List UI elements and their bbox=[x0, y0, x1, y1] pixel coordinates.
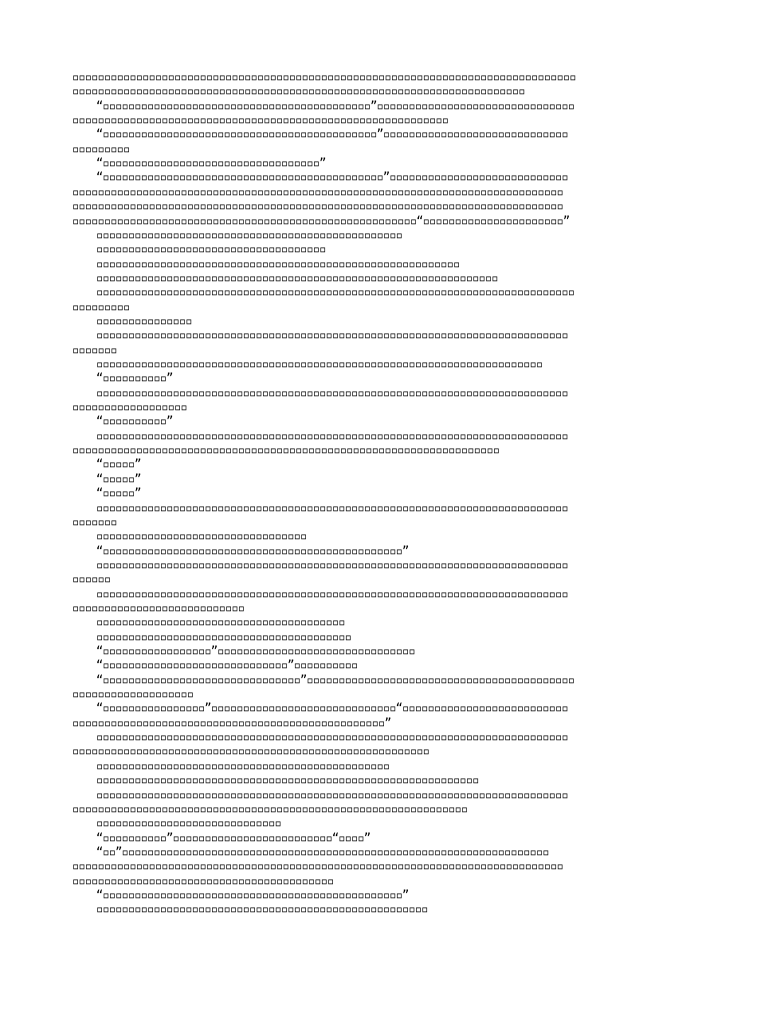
text-line: ▫▫▫▫▫▫▫▫▫▫▫▫▫▫▫▫▫▫▫▫▫▫▫▫▫▫▫▫▫▫▫▫▫▫▫▫▫▫▫▫▫▫▫▫▫▫▫▫▫▫▫▫▫▫▫▫▫▫▫▫▫▫▫▫▫▫▫▫▫▫▫▫▫▫ bbox=[96, 787, 568, 802]
text-line: ▫▫▫▫▫▫▫ bbox=[72, 342, 117, 357]
text-line: ▫▫▫▫▫▫▫▫▫ bbox=[72, 299, 130, 314]
text-line: ▫▫▫▫▫▫▫▫▫▫▫▫▫▫▫▫▫▫▫▫▫▫▫▫▫▫▫▫▫▫▫▫▫▫▫▫▫▫▫▫▫▫▫▫▫▫▫▫▫▫▫▫▫▫“▫▫▫▫▫▫▫▫▫▫▫▫▫▫▫▫▫▫▫▫▫▫” bbox=[72, 213, 570, 228]
text-line: ▫▫▫▫▫▫▫▫▫▫▫▫▫▫▫▫▫▫▫▫▫▫▫▫▫▫▫▫▫▫▫▫▫▫▫▫▫▫▫▫▫▫▫▫▫▫▫▫▫▫▫▫▫▫▫▫▫▫▫▫▫▫▫▫▫▫▫▫▫▫▫ bbox=[72, 84, 525, 99]
text-line: ▫▫▫▫▫▫▫▫▫▫▫▫▫▫▫▫▫▫▫▫▫▫▫▫▫▫▫▫▫▫▫▫▫▫▫▫▫▫▫▫▫▫▫▫▫▫▫▫▫▫▫▫ bbox=[96, 902, 428, 917]
text-line: ▫▫▫▫▫▫▫▫▫▫▫▫▫▫▫▫▫▫▫▫▫▫▫▫▫▫▫▫▫▫▫▫▫▫▫▫▫▫▫▫▫▫▫▫▫▫▫▫▫▫▫▫▫▫▫▫▫▫▫▫▫▫▫▫▫▫▫▫▫▫▫▫▫▫▫▫▫ bbox=[72, 184, 563, 199]
text-line: ▫▫▫▫▫▫▫▫▫▫▫▫▫▫▫▫▫▫▫▫▫▫▫▫▫▫▫▫▫ bbox=[96, 816, 281, 831]
text-line: ▫▫▫▫▫▫▫▫▫▫▫▫▫▫▫▫▫▫ bbox=[72, 400, 187, 415]
text-line: ▫▫▫▫▫▫▫▫▫▫▫▫▫▫▫▫▫▫▫▫▫▫▫▫▫▫▫▫▫▫▫▫▫▫▫▫▫▫▫▫▫▫▫▫▫▫▫▫▫▫▫▫▫▫▫▫▫▫▫▫ bbox=[96, 773, 479, 788]
text-line: ▫▫▫▫▫▫▫▫▫▫▫▫▫▫▫▫▫▫▫▫▫▫▫▫▫▫▫▫▫▫▫▫▫▫▫▫▫▫▫▫▫▫▫▫▫▫▫▫▫” bbox=[72, 715, 391, 730]
text-line: ▫▫▫▫▫▫▫▫▫▫▫▫▫▫▫▫▫▫▫▫▫▫▫▫▫▫▫▫▫▫▫▫▫▫▫▫▫▫▫▫▫▫▫▫▫▫▫▫▫▫▫▫▫▫▫▫▫▫▫▫▫▫▫ bbox=[96, 270, 498, 285]
text-line: “▫▫▫▫▫” bbox=[96, 486, 141, 501]
text-line: ▫▫▫▫▫▫▫▫▫▫▫▫▫▫▫▫▫▫▫▫▫▫▫▫▫▫▫▫▫▫▫▫▫▫▫▫▫▫▫▫▫▫▫▫▫▫▫▫▫▫▫▫▫▫▫▫ bbox=[72, 744, 429, 759]
text-line: “▫▫▫▫▫▫▫▫▫▫▫▫▫▫▫▫▫”▫▫▫▫▫▫▫▫▫▫▫▫▫▫▫▫▫▫▫▫▫▫▫▫▫▫▫▫▫▫▫ bbox=[96, 644, 415, 658]
text-line: ▫▫▫▫▫▫▫▫▫▫▫▫▫▫▫ bbox=[96, 313, 192, 328]
text-line: “▫▫▫▫▫▫▫▫▫▫▫▫▫▫▫▫▫▫▫▫▫▫▫▫▫▫▫▫▫”▫▫▫▫▫▫▫▫▫▫ bbox=[96, 658, 358, 673]
text-line: ▫▫▫▫▫▫▫▫▫▫▫▫▫▫▫▫▫▫▫▫▫▫▫▫▫▫▫▫▫▫▫▫▫▫▫▫▫▫▫▫▫▫▫▫▫▫▫▫▫▫▫▫▫▫▫▫▫▫▫ bbox=[72, 113, 449, 127]
text-line: ▫▫▫▫▫▫▫▫▫▫▫▫▫▫▫▫▫▫▫▫▫▫▫▫▫▫▫▫▫▫▫▫▫▫▫▫▫▫▫▫▫▫▫▫▫▫▫▫▫▫▫▫▫▫▫▫▫▫▫▫▫▫▫▫▫▫▫▫▫▫▫▫▫▫▫▫▫ bbox=[72, 199, 563, 214]
text-line: ▫▫▫▫▫▫▫▫▫▫▫▫▫▫▫▫▫▫▫▫▫▫▫▫▫▫▫▫▫▫▫▫▫▫▫▫▫▫▫ bbox=[96, 615, 345, 630]
text-line: “▫▫▫▫▫▫▫▫▫▫”▫▫▫▫▫▫▫▫▫▫▫▫▫▫▫▫▫▫▫▫▫▫▫▫▫“▫▫▫▫” bbox=[96, 830, 371, 845]
text-line: ▫▫▫▫▫▫▫▫▫▫▫▫▫▫▫▫▫▫▫▫▫▫▫▫▫▫▫▫▫▫▫▫▫▫▫▫▫▫▫▫ bbox=[96, 629, 351, 644]
text-line: ▫▫▫▫▫▫▫▫▫▫▫▫▫▫▫▫▫▫▫▫▫▫▫▫▫▫▫▫▫▫▫▫▫▫▫▫▫▫▫▫▫▫▫▫▫▫▫▫▫▫▫▫▫▫▫▫▫▫▫▫▫▫▫▫▫▫▫▫▫▫▫▫▫▫▫ bbox=[96, 285, 575, 300]
text-line: “▫▫▫▫▫▫▫▫▫▫▫▫▫▫▫▫▫▫▫▫▫▫▫▫▫▫▫▫▫▫▫▫▫▫” bbox=[96, 156, 326, 171]
text-line: ▫▫▫▫▫▫▫▫▫▫▫▫▫▫▫▫▫▫▫▫▫▫▫▫▫▫▫▫▫▫▫▫▫▫▫▫▫▫▫▫▫▫▫▫▫▫▫▫▫▫▫▫▫▫▫▫▫▫▫▫▫▫▫▫▫▫▫▫▫▫▫▫▫▫ bbox=[96, 730, 568, 745]
text-line: ▫▫▫▫▫▫▫▫▫▫▫▫▫▫▫▫▫▫▫▫▫▫▫▫▫▫▫▫▫▫▫▫▫▫▫▫▫▫▫▫▫▫▫▫▫▫▫▫▫▫▫▫▫▫▫▫▫▫▫▫▫▫▫▫▫▫▫▫▫▫▫▫▫▫ bbox=[96, 500, 568, 515]
text-line: “▫▫▫▫▫▫▫▫▫▫▫▫▫▫▫▫▫▫▫▫▫▫▫▫▫▫▫▫▫▫▫▫▫▫▫▫▫▫▫▫▫▫▫”▫▫▫▫▫▫▫▫▫▫▫▫▫▫▫▫▫▫▫▫▫▫▫▫▫▫▫▫▫ bbox=[96, 127, 568, 142]
text-line: ▫▫▫▫▫▫▫▫▫▫▫▫▫▫▫▫▫▫▫▫▫▫▫▫▫▫▫▫▫▫▫▫▫▫▫▫▫▫▫▫▫▫▫▫▫▫▫▫▫▫▫▫▫▫▫▫▫▫▫▫▫▫▫▫▫▫▫▫▫▫▫▫▫▫▫▫▫ bbox=[72, 859, 563, 874]
text-line: “▫▫▫▫▫” bbox=[96, 471, 141, 486]
text-line: ▫▫▫▫▫▫▫▫▫▫▫▫▫▫▫▫▫▫▫▫▫▫▫▫▫▫▫▫▫▫▫▫▫▫▫▫▫▫▫▫▫▫▫▫▫▫▫▫▫▫▫▫▫▫▫▫▫▫▫▫▫▫▫▫▫▫▫▫▫▫▫▫▫▫ bbox=[96, 328, 568, 343]
text-line: ▫▫▫▫▫▫▫▫▫▫▫▫▫▫▫▫▫▫▫▫▫▫▫▫▫▫▫▫▫▫▫▫▫▫▫▫▫▫▫▫▫ bbox=[72, 873, 334, 888]
text-line: ▫▫▫▫▫▫▫▫▫▫▫▫▫▫▫▫▫▫▫▫▫▫▫▫▫▫▫▫▫▫▫▫▫▫▫▫▫▫▫▫▫▫▫▫▫▫▫▫▫▫▫▫▫▫▫▫▫▫▫▫▫▫▫▫▫▫▫ bbox=[72, 443, 500, 458]
text-line: “▫▫▫▫▫” bbox=[96, 457, 141, 472]
text-line: ▫▫▫▫▫▫▫▫▫▫▫▫▫▫▫▫▫▫▫▫▫▫▫▫▫▫▫▫▫▫▫▫▫▫▫▫▫▫▫▫▫▫▫▫▫▫▫▫▫▫▫▫▫▫▫▫▫▫▫▫▫▫▫▫▫▫▫▫▫▫▫▫▫▫ bbox=[96, 385, 568, 400]
text-line: “▫▫▫▫▫▫▫▫▫▫▫▫▫▫▫▫▫▫▫▫▫▫▫▫▫▫▫▫▫▫▫▫▫▫▫▫▫▫▫▫▫▫”▫▫▫▫▫▫▫▫▫▫▫▫▫▫▫▫▫▫▫▫▫▫▫▫▫▫▫▫▫▫▫ bbox=[96, 98, 575, 113]
text-line: ▫▫▫▫▫▫▫▫▫▫▫▫▫▫▫▫▫▫▫▫▫▫▫▫▫▫▫▫▫▫▫▫▫▫▫▫▫▫▫▫▫▫▫▫▫▫▫▫▫▫▫▫▫▫▫▫▫▫▫▫▫▫▫▫▫▫▫▫▫▫▫▫▫▫ bbox=[96, 557, 568, 572]
text-line: “▫▫▫▫▫▫▫▫▫▫▫▫▫▫▫▫▫▫▫▫▫▫▫▫▫▫▫▫▫▫▫”▫▫▫▫▫▫▫▫▫▫▫▫▫▫▫▫▫▫▫▫▫▫▫▫▫▫▫▫▫▫▫▫▫▫▫▫▫▫▫▫▫▫ bbox=[96, 672, 575, 687]
text-line: ▫▫▫▫▫▫▫▫▫▫▫▫▫▫▫▫▫▫▫▫▫▫▫▫▫▫▫▫▫▫▫▫▫▫▫▫▫▫▫▫▫▫▫▫▫▫▫▫▫▫▫▫▫▫▫▫▫▫▫▫▫▫▫▫▫▫▫▫▫▫ bbox=[96, 357, 543, 371]
text-line: ▫▫▫▫▫▫▫▫▫▫▫▫▫▫▫▫▫▫▫▫▫▫▫▫▫▫▫▫▫▫▫▫▫▫▫▫▫▫▫▫▫▫▫▫▫▫▫▫▫▫▫▫▫▫▫▫▫▫▫▫▫▫▫▫▫▫▫▫▫▫▫▫▫▫ bbox=[96, 586, 568, 601]
text-line: “▫▫▫▫▫▫▫▫▫▫” bbox=[96, 371, 173, 386]
text-line: ▫▫▫▫▫▫▫▫▫▫▫▫▫▫▫▫▫▫▫▫▫▫▫▫▫▫▫▫▫▫▫▫▫▫▫▫▫▫▫▫▫▫▫▫▫▫▫▫▫▫▫▫▫▫▫▫▫▫▫▫▫▫▫▫▫▫▫▫▫▫▫▫▫▫▫▫▫▫▫ bbox=[72, 70, 576, 84]
text-line: ▫▫▫▫▫▫ bbox=[72, 572, 111, 587]
text-line: ▫▫▫▫▫▫▫▫▫▫▫▫▫▫▫▫▫▫▫▫▫▫▫▫▫▫▫▫▫▫▫▫▫ bbox=[96, 529, 307, 544]
text-line: “▫▫▫▫▫▫▫▫▫▫▫▫▫▫▫▫▫▫▫▫▫▫▫▫▫▫▫▫▫▫▫▫▫▫▫▫▫▫▫▫▫▫▫▫▫▫▫” bbox=[96, 887, 409, 902]
text-line: “▫▫▫▫▫▫▫▫▫▫▫▫▫▫▫▫▫▫▫▫▫▫▫▫▫▫▫▫▫▫▫▫▫▫▫▫▫▫▫▫▫▫▫▫▫▫▫” bbox=[96, 543, 409, 558]
text-line: ▫▫▫▫▫▫▫▫▫▫▫▫▫▫▫▫▫▫▫▫▫▫▫▫▫▫▫▫▫▫▫▫▫▫▫▫ bbox=[96, 242, 326, 257]
text-line: ▫▫▫▫▫▫▫▫▫▫▫▫▫▫▫▫▫▫▫▫▫▫▫▫▫▫▫▫▫▫▫▫▫▫▫▫▫▫▫▫▫▫▫▫▫▫▫▫▫▫▫▫▫▫▫▫▫▫▫▫▫▫ bbox=[72, 801, 468, 816]
text-line: ▫▫▫▫▫▫▫▫▫▫▫▫▫▫▫▫▫▫▫▫▫▫▫▫▫▫▫▫▫▫▫▫▫▫▫▫▫▫▫▫▫▫▫▫▫▫ bbox=[96, 758, 390, 773]
text-line: “▫▫▫▫▫▫▫▫▫▫▫▫▫▫▫▫”▫▫▫▫▫▫▫▫▫▫▫▫▫▫▫▫▫▫▫▫▫▫▫▫▫▫▫▫▫“▫▫▫▫▫▫▫▫▫▫▫▫▫▫▫▫▫▫▫▫▫▫▫▫▫▫ bbox=[96, 701, 568, 716]
text-line: “▫▫▫▫▫▫▫▫▫▫” bbox=[96, 414, 173, 429]
text-line: ▫▫▫▫▫▫▫▫▫▫▫▫▫▫▫▫▫▫▫▫▫▫▫▫▫▫▫ bbox=[72, 600, 245, 615]
text-line: “▫▫”▫▫▫▫▫▫▫▫▫▫▫▫▫▫▫▫▫▫▫▫▫▫▫▫▫▫▫▫▫▫▫▫▫▫▫▫▫▫▫▫▫▫▫▫▫▫▫▫▫▫▫▫▫▫▫▫▫▫▫▫▫▫▫▫▫▫▫ bbox=[96, 844, 549, 859]
text-line: ▫▫▫▫▫▫▫▫▫▫▫▫▫▫▫▫▫▫▫ bbox=[72, 687, 194, 701]
text-line: ▫▫▫▫▫▫▫▫▫▫▫▫▫▫▫▫▫▫▫▫▫▫▫▫▫▫▫▫▫▫▫▫▫▫▫▫▫▫▫▫▫▫▫▫▫▫▫▫ bbox=[96, 227, 402, 242]
text-line: “▫▫▫▫▫▫▫▫▫▫▫▫▫▫▫▫▫▫▫▫▫▫▫▫▫▫▫▫▫▫▫▫▫▫▫▫▫▫▫▫▫▫▫▫”▫▫▫▫▫▫▫▫▫▫▫▫▫▫▫▫▫▫▫▫▫▫▫▫▫▫▫▫ bbox=[96, 170, 568, 185]
text-line: ▫▫▫▫▫▫▫ bbox=[72, 514, 117, 529]
text-line: ▫▫▫▫▫▫▫▫▫▫▫▫▫▫▫▫▫▫▫▫▫▫▫▫▫▫▫▫▫▫▫▫▫▫▫▫▫▫▫▫▫▫▫▫▫▫▫▫▫▫▫▫▫▫▫▫▫ bbox=[96, 256, 460, 271]
text-line: ▫▫▫▫▫▫▫▫▫▫▫▫▫▫▫▫▫▫▫▫▫▫▫▫▫▫▫▫▫▫▫▫▫▫▫▫▫▫▫▫▫▫▫▫▫▫▫▫▫▫▫▫▫▫▫▫▫▫▫▫▫▫▫▫▫▫▫▫▫▫▫▫▫▫ bbox=[96, 428, 568, 443]
text-line: ▫▫▫▫▫▫▫▫▫ bbox=[72, 141, 130, 156]
